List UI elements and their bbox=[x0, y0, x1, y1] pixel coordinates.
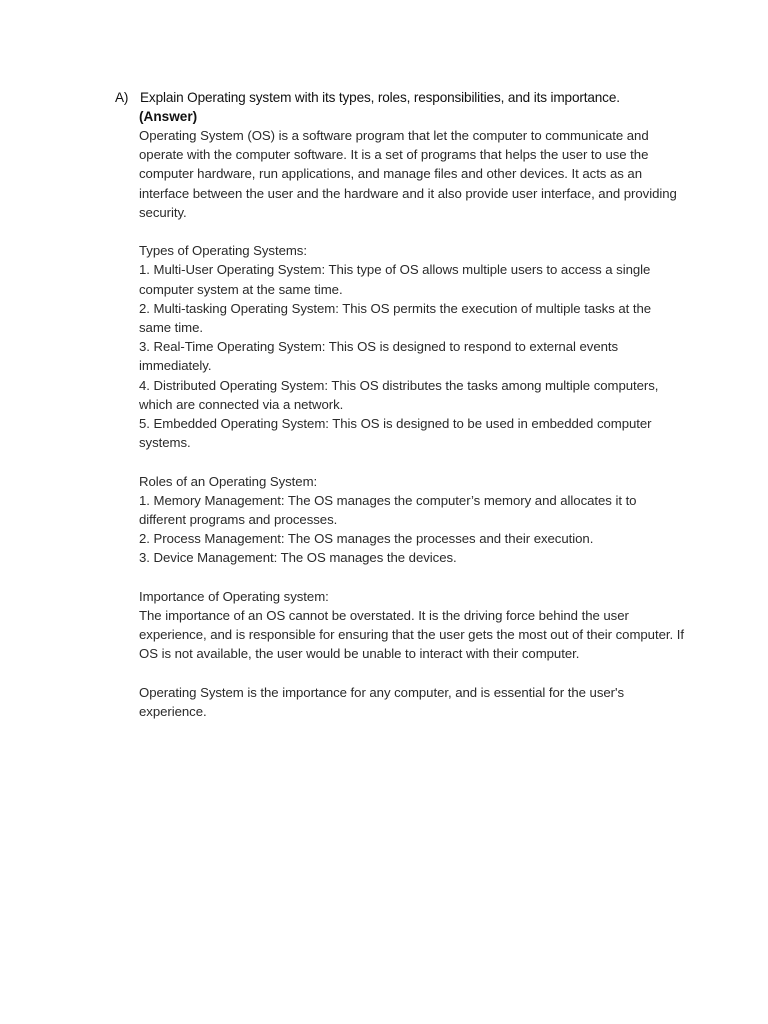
answer-label: (Answer) bbox=[139, 109, 198, 124]
types-item: 3. Real-Time Operating System: This OS is designed to respond to external events immediately. bbox=[139, 339, 619, 374]
types-item: 5. Embedded Operating System: This OS is designed to be used in embedded computer systems. bbox=[139, 416, 652, 451]
roles-heading: Roles of an Operating System: bbox=[139, 473, 318, 489]
intro-paragraph: Operating System (OS) is a software program that let the computer to communicate and operate with the computer software. It is a set of programs that helps the user to use the computer hardware, run applications, and manage files and other devices. It acts as an interface between the user and the hardware and it also provide user interface, and providing security. bbox=[139, 128, 677, 220]
types-item: 1. Multi-User Operating System: This type of OS allows multiple users to access a single computer system at the same time. bbox=[139, 262, 651, 297]
importance-heading: Importance of Operating system: bbox=[139, 588, 329, 604]
question-text: Explain Operating system with its types, roles, responsibilities, and its importance. bbox=[140, 90, 620, 105]
question-marker: A) bbox=[115, 90, 129, 105]
types-item: 2. Multi-tasking Operating System: This OS permits the execution of multiple tasks at the same time. bbox=[139, 300, 652, 336]
roles-item: 1. Memory Management: The OS manages the computer’s memory and allocates it to different programs and processes. bbox=[139, 492, 637, 528]
roles-item: 2. Process Management: The OS manages the processes and their execution. bbox=[139, 531, 594, 547]
types-heading: Types of Operating Systems: bbox=[139, 243, 307, 259]
spacer bbox=[139, 568, 684, 587]
types-item: 4. Distributed Operating System: This OS distributes the tasks among multiple computers, which are connected via a network. bbox=[139, 377, 659, 412]
spacer bbox=[139, 222, 684, 241]
answer-body bbox=[139, 126, 684, 721]
spacer bbox=[139, 452, 684, 471]
roles-item: 3. Device Management: The OS manages the devices. bbox=[139, 550, 457, 566]
conclusion-paragraph: Operating System is the importance for any computer, and is essential for the user's experience. bbox=[139, 684, 625, 720]
importance-paragraph: The importance of an OS cannot be overstated. It is the driving force behind the user experience, and is responsible for ensuring that the user gets the most out of their computer. If OS is not available, the user would be unable to interact with their computer. bbox=[139, 608, 684, 662]
spacer bbox=[139, 664, 684, 683]
